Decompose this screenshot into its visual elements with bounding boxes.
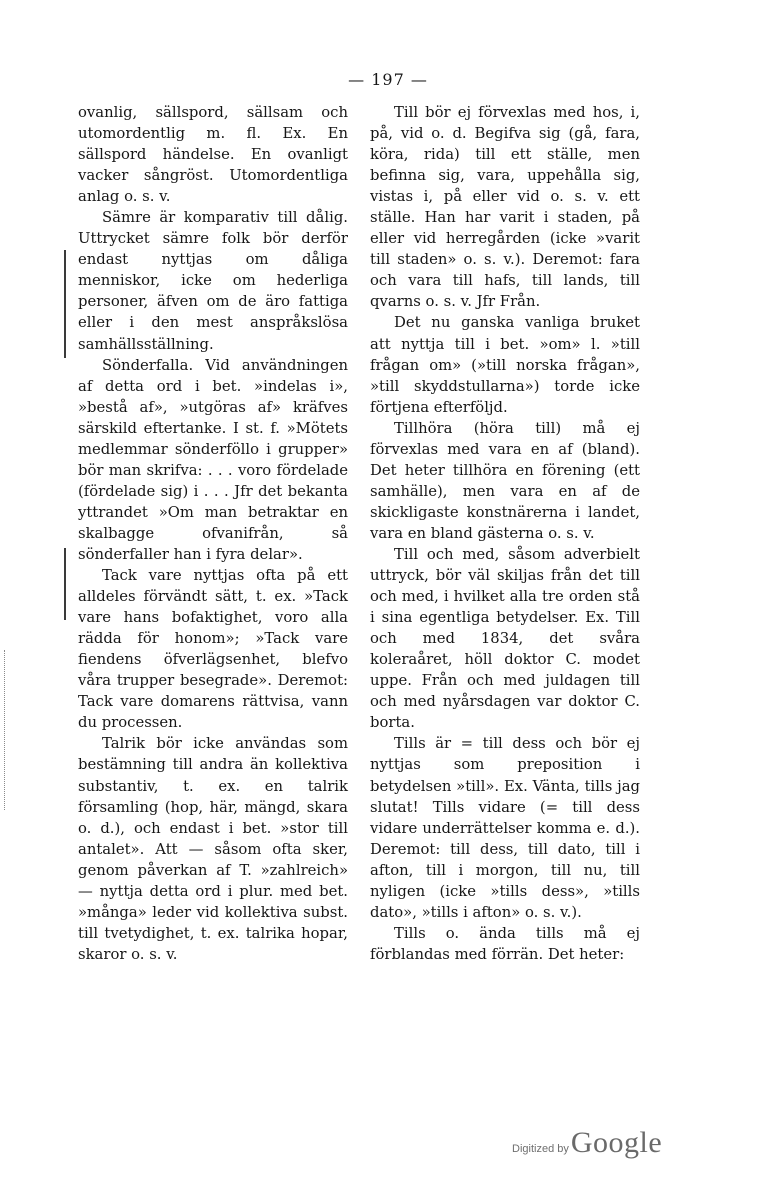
paragraph: Sönderfalla. Vid användningen af detta ord i bet. »indelas i», »bestå af», »utgöras af» kräfves särskild eftertanke. I st. f. »Mötets medlemmar sönderföllo i grupper» bör man skrifva: . . . voro fördelade (fördelade sig) i . . . Jfr det bekanta yttrandet »Om man betraktar en skalbagge ofvanifrån, så sönderfaller han i fyra delar». — [78, 356, 348, 563]
right-column — [370, 102, 640, 965]
paragraph: Till bör ej förvexlas med hos, i, på, vid o. d. Begifva sig (gå, fara, köra, rida) till ett ställe, men befinna sig, vara, uppehålla sig, vistas i, på eller vid o. s. v. ett ställe. Han har varit i staden, på eller vid herregården (icke »varit till staden» o. s. v.). Deremot: fara och vara till hafs, till lands, till qvarns o. s. v. Jfr Från. — [370, 104, 640, 311]
paragraph: Till och med, såsom adverbielt uttryck, bör väl skiljas från det till och med, i hvilket alla tre orden stå i sina egentliga betydelser. Ex. Till och med 1834, det svåra koleraåret, höll doktor C. modet uppe. Från och med juldagen till och med nyårsdagen var doktor C. borta. — [370, 545, 640, 732]
margin-pencil-mark — [64, 548, 66, 620]
paragraph: Tills o. ända tills må ej förblandas med förrän. Det heter: — [370, 924, 640, 963]
paragraph: Sämre är komparativ till dålig. Uttrycket sämre folk bör derför endast nyttjas om dåliga menniskor, icke om hederliga personer, äfven om de äro fattiga eller i den mest anspråkslösa samhällsställning. — [78, 209, 348, 353]
paragraph: ovanlig, sällspord, sällsam och utomordentlig m. fl. Ex. En sällspord händelse. En ovanligt vacker sångröst. Utomordentliga anlag o. s. v. — [78, 104, 348, 206]
paragraph: Tack vare nyttjas ofta på ett alldeles förvändt sätt, t. ex. »Tack vare hans bofaktighet, voro alla rädda för honom»; »Tack vare fiendens öfverlägsenhet, blefvo våra trupper besegrade». Deremot: Tack vare domarens rättvisa, vann du processen. — [78, 567, 348, 732]
paragraph: Tills är = till dess och bör ej nyttjas som preposition i betydelsen »till». Ex. Vänta, tills jag slutat! Tills vidare (= till dess vidare underrättelser komma e. d.). Deremot: till dess, till dato, till i afton, till i morgon, till nu, till nyligen (icke »tills dess», »tills dato», »tills i afton» o. s. v.). — [370, 735, 640, 921]
google-logo: Google — [570, 1126, 663, 1159]
paragraph: Det nu ganska vanliga bruket att nyttja till i bet. »om» l. »till frågan om» (»till norska frågan», »till skyddstullarna») torde icke förtjena efterföljd. — [370, 314, 640, 416]
page-number: — 197 — — [348, 70, 428, 89]
left-column — [78, 102, 348, 965]
digitized-by-label: Digitized by — [512, 1143, 569, 1155]
paragraph: Tillhöra (höra till) må ej förvexlas med vara en af (bland). Det heter tillhöra en förening (ett samhälle), men vara en af de skickligaste konstnärerna i landet, vara en bland gästerna o. s. v. — [370, 419, 640, 542]
margin-dotted-mark — [4, 650, 6, 810]
paragraph: Talrik bör icke användas som bestämning till andra än kollektiva substantiv, t. ex. en talrik församling (hop, här, mängd, skara o. d.), och endast i bet. »stor till antalet». Att — såsom ofta sker, genom påverkan af T. »zahlreich» — nyttja detta ord i plur. med bet. »många» leder vid kollektiva subst. till tvetydighet, t. ex. talrika hopar, skaror o. s. v. — [78, 735, 348, 963]
margin-pencil-mark — [64, 250, 66, 358]
digitized-by-google-watermark — [512, 1126, 662, 1160]
